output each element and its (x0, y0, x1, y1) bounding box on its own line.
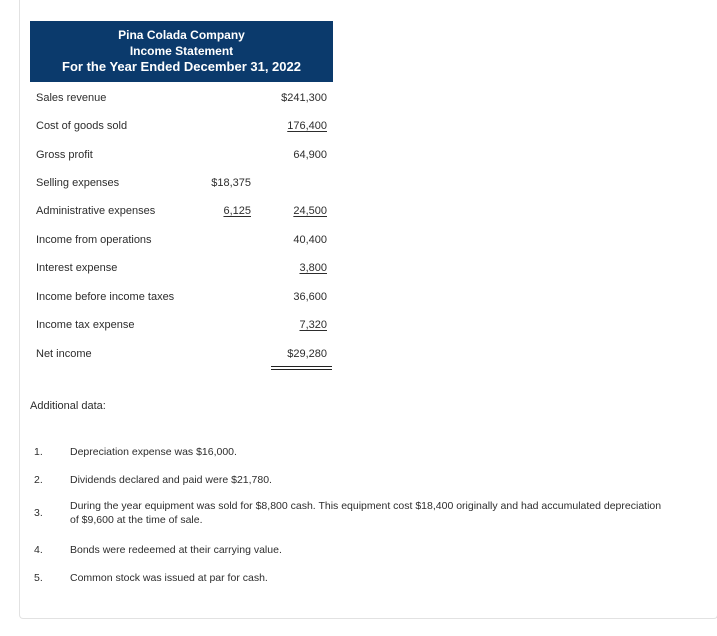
table-row (30, 226, 333, 254)
additional-data-heading: Additional data: (30, 400, 106, 412)
table-row (30, 112, 333, 140)
item-number: 5. (34, 572, 43, 584)
table-row (30, 340, 333, 368)
row-label: Net income (36, 348, 92, 360)
statement-header (30, 21, 333, 82)
table-row (30, 197, 333, 225)
row-label: Cost of goods sold (36, 120, 128, 132)
row-label: Sales revenue (36, 92, 107, 104)
table-row (30, 283, 333, 311)
row-amount: 36,600 (293, 291, 327, 303)
row-label: Income from operations (36, 234, 152, 246)
row-label: Administrative expenses (36, 205, 156, 217)
row-amount: $29,280 (287, 348, 327, 360)
item-text: Depreciation expense was $16,000. (70, 446, 237, 458)
table-row (30, 254, 333, 282)
row-subamount: $18,375 (211, 177, 251, 189)
table-row (30, 84, 333, 112)
item-number: 3. (34, 507, 43, 519)
company-name: Pina Colada Company (118, 28, 245, 42)
table-row (30, 141, 333, 169)
item-number: 4. (34, 544, 43, 556)
row-amount: 64,900 (293, 149, 327, 161)
row-amount: $241,300 (281, 92, 327, 104)
row-amount: 24,500 (293, 205, 327, 217)
row-label: Gross profit (36, 149, 93, 161)
total-rule (271, 366, 332, 367)
row-amount: 176,400 (287, 120, 327, 132)
item-text: During the year equipment was sold for $8,800 cash. This equipment cost $18,400 originally and had accumulated depreciation of $9,600 at the time of sale. (70, 500, 662, 526)
table-row (30, 311, 333, 339)
item-text: Bonds were redeemed at their carrying value. (70, 544, 282, 556)
table-row (30, 169, 333, 197)
row-amount: 3,800 (299, 262, 327, 274)
item-text: Common stock was issued at par for cash. (70, 572, 268, 584)
row-label: Interest expense (36, 262, 118, 274)
row-label: Selling expenses (36, 177, 120, 189)
row-subamount: 6,125 (223, 205, 251, 217)
row-amount: 40,400 (293, 234, 327, 246)
item-text: Dividends declared and paid were $21,780. (70, 474, 272, 486)
row-label: Income before income taxes (36, 291, 175, 303)
item-number: 2. (34, 474, 43, 486)
statement-period: For the Year Ended December 31, 2022 (62, 59, 301, 74)
total-rule (271, 369, 332, 370)
statement-name: Income Statement (129, 44, 234, 58)
row-label: Income tax expense (36, 319, 135, 331)
item-number: 1. (34, 446, 43, 458)
row-amount: 7,320 (299, 319, 327, 331)
